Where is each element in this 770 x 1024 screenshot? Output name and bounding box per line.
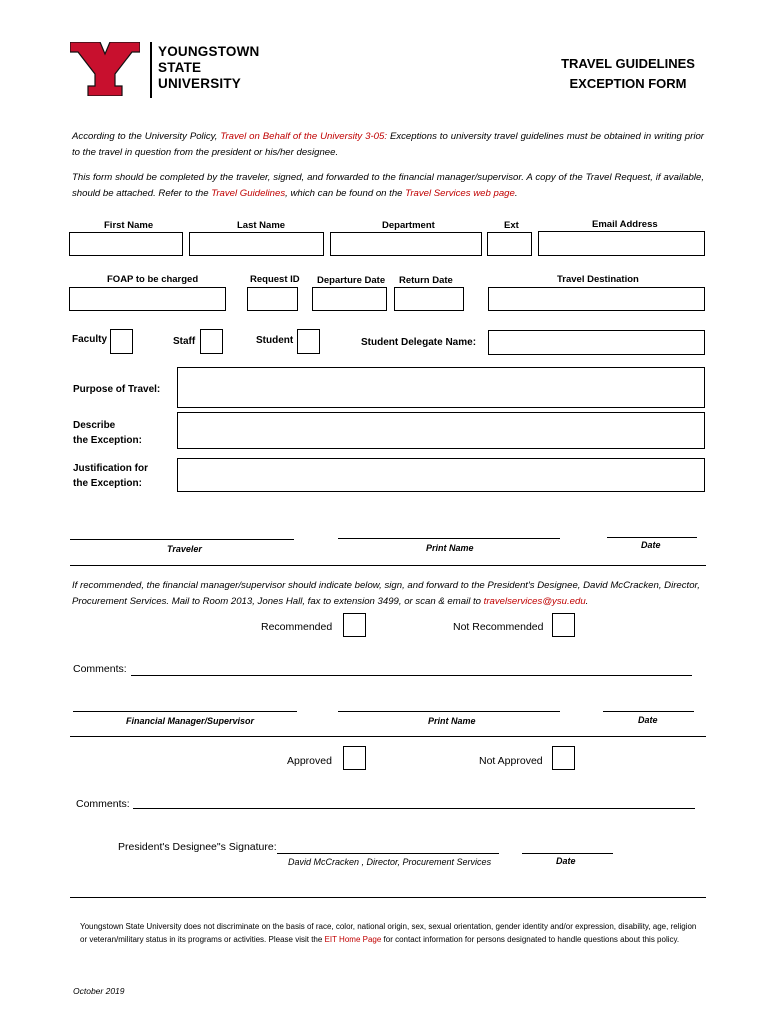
not-recommended-checkbox[interactable] bbox=[552, 613, 575, 637]
ext-field[interactable] bbox=[487, 232, 532, 256]
logo-text-line1: YOUNGSTOWN bbox=[158, 44, 260, 59]
logo-divider bbox=[150, 42, 152, 98]
manager-print-name-caption: Print Name bbox=[428, 716, 476, 726]
designee-comments-line[interactable] bbox=[133, 808, 695, 809]
section-divider-2 bbox=[70, 736, 706, 737]
not-approved-label: Not Approved bbox=[479, 755, 543, 767]
student-delegate-field[interactable] bbox=[488, 330, 705, 355]
logo-text-line3: UNIVERSITY bbox=[158, 76, 242, 91]
revision-date: October 2019 bbox=[73, 986, 125, 996]
faculty-label: Faculty bbox=[72, 334, 108, 345]
print-name-caption: Print Name bbox=[426, 543, 474, 553]
email-label: Email Address bbox=[592, 219, 658, 230]
foap-field[interactable] bbox=[69, 287, 226, 311]
staff-checkbox[interactable] bbox=[200, 329, 223, 354]
designee-date-line[interactable] bbox=[522, 853, 613, 854]
designee-signature-label: President's Designee"s Signature: bbox=[118, 841, 277, 853]
nondiscrimination-notice: Youngstown State University does not discriminate on the basis of race, color, national origin, sex, sexual orientation, gender identity and/or expression, disability, age, religion or veteran/military status in its programs or activities. Please visit the EIT Home Page for contact information for persons designated to handle questions about this policy. bbox=[80, 922, 697, 944]
student-checkbox[interactable] bbox=[297, 329, 320, 354]
travel-services-email-link[interactable]: travelservices@ysu.edu bbox=[483, 595, 586, 607]
justification-field[interactable] bbox=[177, 458, 705, 492]
date-caption: Date bbox=[641, 540, 661, 550]
departure-date-field[interactable] bbox=[312, 287, 387, 311]
traveler-print-name-line[interactable] bbox=[338, 538, 560, 539]
intro-paragraph-2: This form should be completed by the traveler, signed, and forwarded to the financial manager/supervisor. A copy of the Travel Request, if available, should be attached. Refer to the Travel Guidelines, which can be found on the Travel Services web page. bbox=[72, 172, 704, 199]
travel-destination-label: Travel Destination bbox=[557, 274, 639, 285]
not-recommended-label: Not Recommended bbox=[453, 621, 544, 633]
manager-signature-line[interactable] bbox=[73, 711, 297, 712]
not-approved-checkbox[interactable] bbox=[552, 746, 575, 770]
last-name-label: Last Name bbox=[237, 220, 286, 231]
staff-label: Staff bbox=[173, 336, 196, 347]
travel-destination-field[interactable] bbox=[488, 287, 705, 311]
recommended-checkbox[interactable] bbox=[343, 613, 366, 637]
ysu-y-logo-icon bbox=[70, 42, 140, 96]
designee-date-caption: Date bbox=[556, 856, 576, 866]
email-field[interactable] bbox=[538, 231, 705, 256]
last-name-field[interactable] bbox=[189, 232, 324, 256]
travel-services-link[interactable]: Travel Services web page bbox=[405, 187, 515, 199]
form-title-line2: EXCEPTION FORM bbox=[569, 76, 687, 91]
logo-text-line2: STATE bbox=[158, 60, 202, 75]
manager-date-line[interactable] bbox=[603, 711, 694, 712]
intro-paragraph-1: According to the University Policy, Travel on Behalf of the University 3-05: Exceptions to university travel guidelines must be obtained in writing prior to the travel in question from the president or his/her designee. bbox=[72, 131, 704, 158]
request-id-label: Request ID bbox=[250, 274, 300, 285]
form-title-line1: TRAVEL GUIDELINES bbox=[561, 56, 695, 71]
describe-exception-field[interactable] bbox=[177, 412, 705, 449]
ysu-logo bbox=[70, 42, 270, 100]
manager-caption: Financial Manager/Supervisor bbox=[126, 716, 255, 726]
manager-print-name-line[interactable] bbox=[338, 711, 560, 712]
traveler-date-line[interactable] bbox=[607, 537, 697, 538]
policy-link[interactable]: Travel on Behalf of the University 3-05: bbox=[220, 131, 388, 142]
eit-home-page-link[interactable]: EIT Home Page bbox=[324, 935, 382, 944]
purpose-field[interactable] bbox=[177, 367, 705, 408]
designee-signature-line[interactable] bbox=[277, 853, 499, 854]
traveler-signature-line[interactable] bbox=[70, 539, 294, 540]
department-label: Department bbox=[382, 220, 435, 231]
first-name-label: First Name bbox=[104, 220, 154, 231]
approved-label: Approved bbox=[287, 755, 332, 767]
justification-label: Justification for the Exception: bbox=[73, 463, 149, 489]
return-date-field[interactable] bbox=[394, 287, 464, 311]
designee-name-caption: David McCracken , Director, Procurement Services bbox=[288, 857, 492, 867]
traveler-caption: Traveler bbox=[167, 544, 202, 554]
first-name-field[interactable] bbox=[69, 232, 183, 256]
departure-date-label: Departure Date bbox=[317, 275, 386, 286]
faculty-checkbox[interactable] bbox=[110, 329, 133, 354]
recommended-label: Recommended bbox=[261, 621, 333, 633]
designee-comments-label: Comments: bbox=[76, 798, 130, 810]
return-date-label: Return Date bbox=[399, 275, 453, 286]
manager-comments-label: Comments: bbox=[73, 663, 127, 675]
manager-date-caption: Date bbox=[638, 715, 658, 725]
section-divider-3 bbox=[70, 897, 706, 898]
request-id-field[interactable] bbox=[247, 287, 298, 311]
travel-guidelines-link[interactable]: Travel Guidelines bbox=[211, 187, 286, 199]
ext-label: Ext bbox=[504, 220, 519, 231]
manager-comments-line[interactable] bbox=[131, 675, 692, 676]
describe-label: Describe the Exception: bbox=[73, 420, 142, 446]
purpose-label: Purpose of Travel: bbox=[73, 384, 161, 395]
student-label: Student bbox=[256, 335, 294, 346]
foap-label: FOAP to be charged bbox=[107, 274, 199, 285]
student-delegate-label: Student Delegate Name: bbox=[361, 337, 477, 348]
manager-instructions: If recommended, the financial manager/supervisor should indicate below, sign, and forward to the President's Designee, David McCracken, Director, Procurement Services. Mail to Room 2013, Jones Hall, fax to extension 3499, or scan & email to travelservices@ysu.edu. bbox=[72, 580, 700, 607]
form-title bbox=[548, 54, 708, 94]
section-divider-1 bbox=[70, 565, 706, 566]
approved-checkbox[interactable] bbox=[343, 746, 366, 770]
department-field[interactable] bbox=[330, 232, 482, 256]
